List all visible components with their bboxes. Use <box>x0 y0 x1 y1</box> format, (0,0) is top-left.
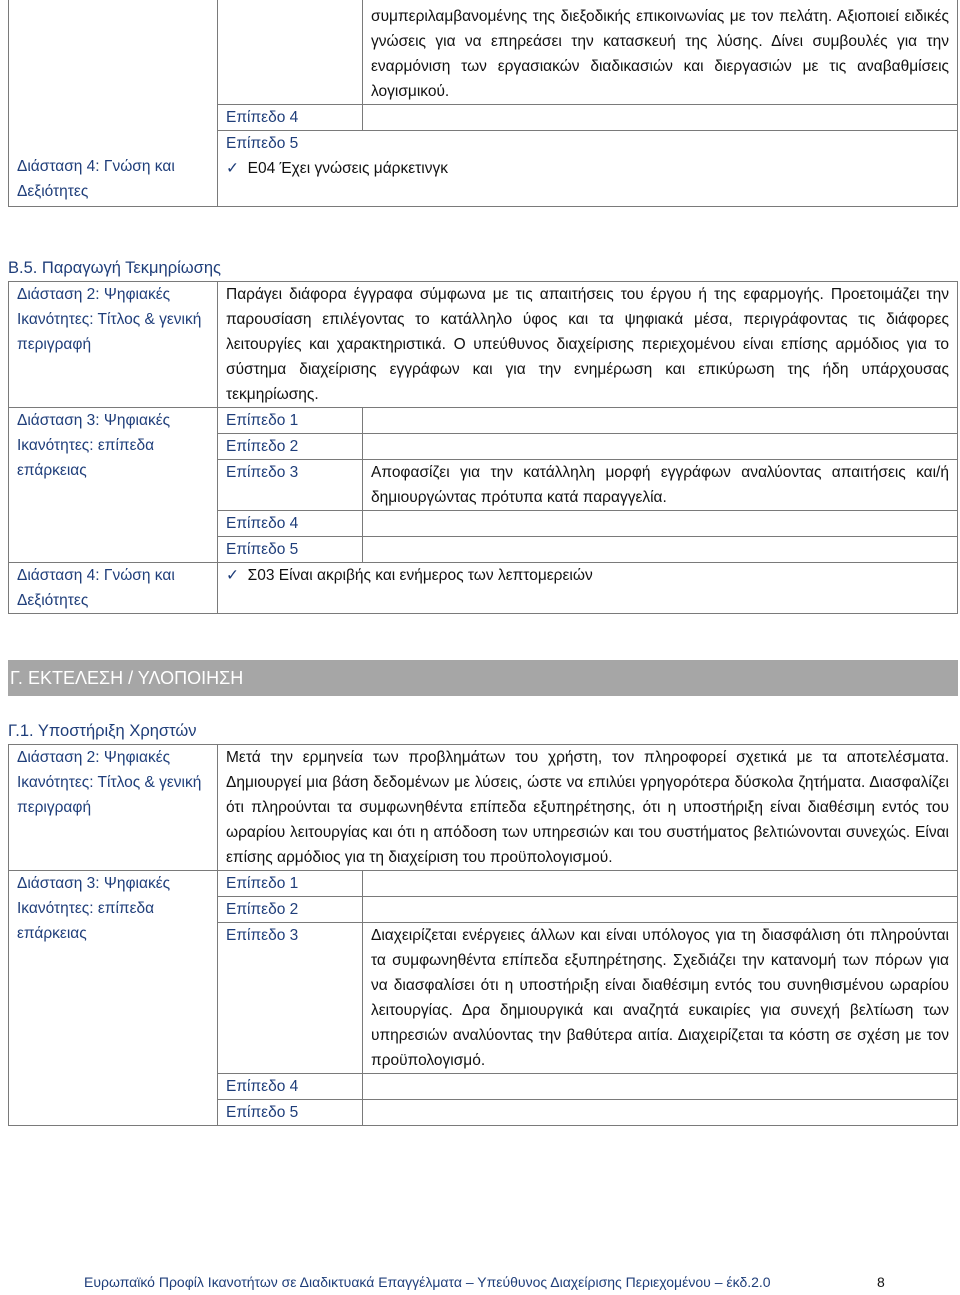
level-2-text <box>363 434 958 460</box>
check-icon: ✓ <box>226 567 239 584</box>
dimension-2-label: Διάσταση 2: Ψηφιακές Ικανότητες: Τίτλος & γενική περιγραφή <box>17 749 202 816</box>
check-icon: ✓ <box>226 160 239 177</box>
knowledge-item: Σ03 Είναι ακριβής και ενήμερος των λεπτομερειών <box>247 567 593 584</box>
dimension-3-cell <box>9 871 218 1126</box>
knowledge-item: E04 Έχει γνώσεις μάρκετινγκ <box>247 160 448 177</box>
section-title: Γ. ΕΚΤΕΛΕΣΗ / ΥΛΟΠΟΙΗΣΗ <box>10 668 244 688</box>
level-1: Επίπεδο 1 <box>218 408 363 434</box>
b5-knowledge-cell <box>218 563 958 614</box>
level-3-text: Αποφασίζει για την κατάλληλη μορφή εγγράφων αναλύοντας απαιτήσεις και/ή δημιουργώντας πρότυπα κατά παραγγελία. <box>363 460 958 511</box>
section-bar-c <box>8 660 958 696</box>
dimension-3-cell <box>9 408 218 563</box>
level-3-text: Διαχειρίζεται ενέργειες άλλων και είναι υπόλογος για τη διασφάλιση ότι πληρούνται τα συμφωνηθέντα επίπεδα εξυπηρέτησης. Σχεδιάζει την κατανομή των πόρων για να διασφαλίσει ότι η υποστήριξη είναι διαθέσιμη εντός του συνηθισμένου ωραρίου λειτουργίας. Δρα δημιουργικά και αναζητά ευκαιρίες για συνεχή βελτίωση των υπηρεσιών αναλύοντας την βαθύτερα αιτία. Διαχειρίζεται τα κόστη σε σχέση με τον προϋπολογισμό. <box>363 923 958 1074</box>
top-competence-table <box>8 0 958 207</box>
dimension-3-label: Διάσταση 3: Ψηφιακές Ικανότητες: επίπεδα επάρκειας <box>17 875 171 942</box>
c1-description: Μετά την ερμηνεία των προβλημάτων του χρήστη, τον πληροφορεί σχετικά με τα αποτελέσματα. Δημιουργεί μια βάση δεδομένων με λύσεις, ώστε να επιλύει γρηγορότερα δύσκολα ζητήματα. Διασφαλίζει ότι πληρούνται τα συμφωνηθέντα επίπεδα εξυπηρέτησης, ότι η υποστήριξη είναι διαθέσιμη εντός του ωραρίου λειτουργίας και ότι η απόδοση των υπηρεσιών και του συστήματος βελτιώνονται συνεχώς. Είναι επίσης αρμόδιος για τη διαχείριση του προϋπολογισμού. <box>218 745 958 871</box>
level-2: Επίπεδο 2 <box>218 897 363 923</box>
level-5-text <box>363 1100 958 1126</box>
c1-competence-table <box>8 744 958 1126</box>
dimension-4-label: Διάσταση 4: Γνώση και Δεξιότητες <box>17 567 175 609</box>
level-5: Επίπεδο 5 <box>218 537 363 563</box>
dimension-3-label: Διάσταση 3: Ψηφιακές Ικανότητες: επίπεδα επάρκειας <box>17 412 171 479</box>
page-number: 8 <box>877 1274 885 1290</box>
section-heading-b5: B.5. Παραγωγή Τεκμηρίωσης <box>8 259 221 277</box>
level-3: Επίπεδο 3 <box>218 460 363 511</box>
top-knowledge-cell <box>218 131 958 207</box>
level-5: Επίπεδο 5 <box>218 1100 363 1126</box>
level-4-text <box>363 511 958 537</box>
level-5-text <box>363 537 958 563</box>
b5-competence-table <box>8 281 958 614</box>
top-dim-cell <box>9 0 218 207</box>
level-4: Επίπεδο 4 <box>218 1074 363 1100</box>
level-1-text <box>363 408 958 434</box>
dimension-2-cell <box>9 745 218 871</box>
level-4-text <box>363 105 958 131</box>
level-3: Επίπεδο 3 <box>218 923 363 1074</box>
level-2-text <box>363 897 958 923</box>
level-1-text <box>363 871 958 897</box>
dimension-2-cell <box>9 282 218 408</box>
top-level-cell <box>218 0 363 105</box>
level-4-text <box>363 1074 958 1100</box>
level-4: Επίπεδο 4 <box>218 511 363 537</box>
b5-description: Παράγει διάφορα έγγραφα σύμφωνα με τις απαιτήσεις του έργου ή της εφαρμογής. Προετοιμάζει την παρουσίαση επιλέγοντας το κατάλληλο ύφος και τα ψηφιακά μέσα, περιγράφοντας τις διάφορες λειτουργίες και χαρακτηριστικά. Ο υπεύθυνος διαχείρισης περιεχομένου είναι επίσης αρμόδιος για το σύστημα διαχείρισης εγγράφων και για την ενημέρωση και επικύρωση της ήδη υπάρχουσας τεκμηρίωσης. <box>218 282 958 408</box>
dimension-4-cell <box>9 563 218 614</box>
dimension-2-label: Διάσταση 2: Ψηφιακές Ικανότητες: Τίτλος & γενική περιγραφή <box>17 286 202 353</box>
dimension-4-label: Διάσταση 4: Γνώση και Δεξιότητες <box>17 158 175 200</box>
level-4: Επίπεδο 4 <box>218 105 363 131</box>
level-5: Επίπεδο 5 <box>226 135 299 152</box>
footer-text: Ευρωπαϊκό Προφίλ Ικανοτήτων σε Διαδικτυακά Επαγγέλματα – Υπεύθυνος Διαχείρισης Περιεχομένου – έκδ.2.0 <box>84 1274 771 1290</box>
section-heading-c1: Γ.1. Υποστήριξη Χρηστών <box>8 722 197 740</box>
level-2: Επίπεδο 2 <box>218 434 363 460</box>
top-description: συμπεριλαμβανομένης της διεξοδικής επικοινωνίας με τον πελάτη. Αξιοποιεί ειδικές γνώσεις για να επηρεάσει την κατασκευή της λύσης. Δίνει συμβουλές για την εναρμόνιση των εργασιακών διαδικασιών και διεργασιών με τις αναβαθμίσεις λογισμικού. <box>363 0 958 105</box>
level-1: Επίπεδο 1 <box>218 871 363 897</box>
